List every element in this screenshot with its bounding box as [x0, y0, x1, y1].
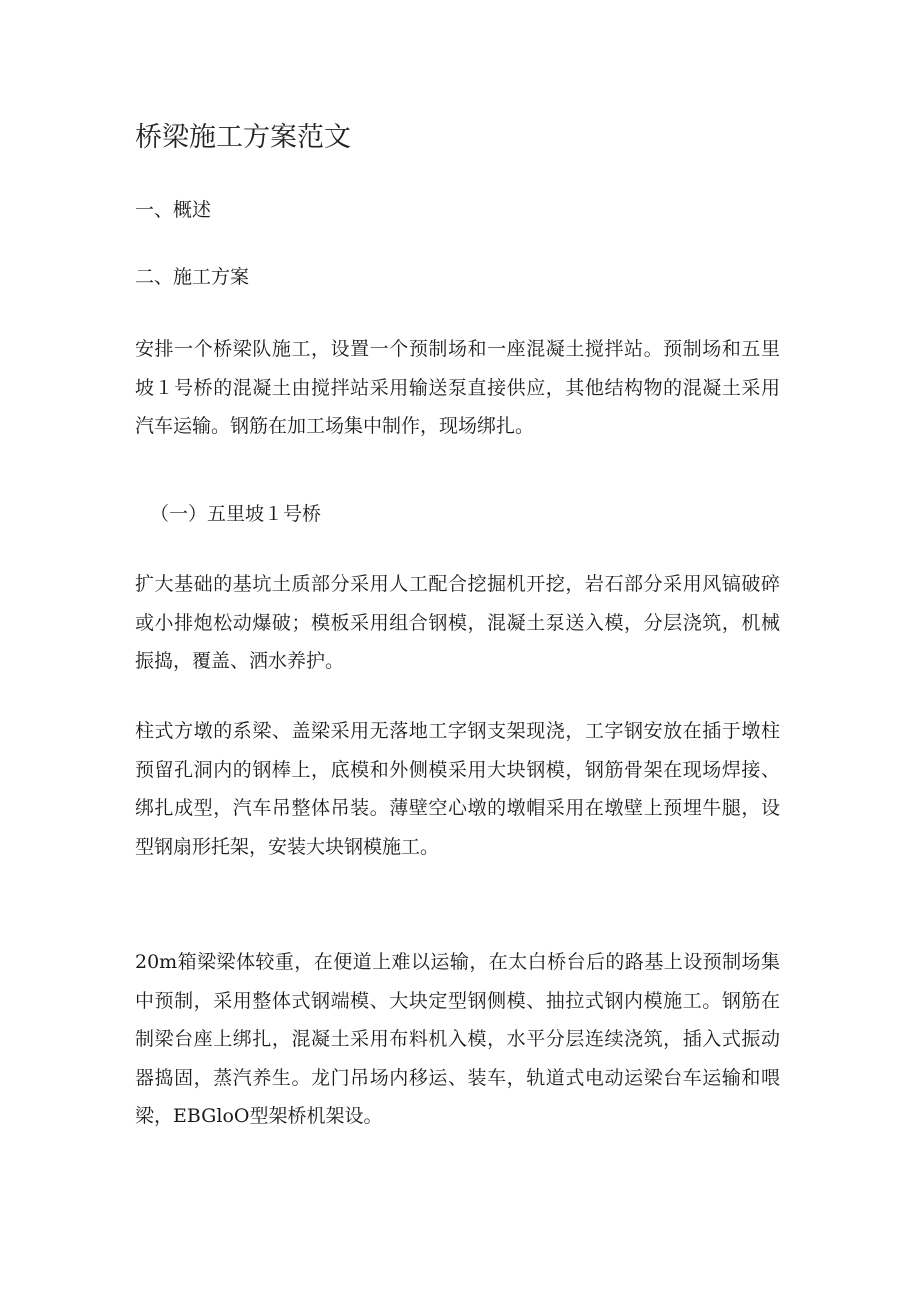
section-heading-overview: 一、概述: [135, 199, 212, 221]
paragraph-foundation: 扩大基础的基坑土质部分采用人工配合挖掘机开挖，岩石部分采用风镐破碎或小排炮松动爆破；模板采用组合钢模，混凝土泵送入模，分层浇筑，机械振捣，覆盖、洒水养护。: [135, 573, 780, 672]
document-title: 桥梁施工方案范文: [135, 122, 351, 153]
paragraph-arrangement: 安排一个桥梁队施工，设置一个预制场和一座混凝土搅拌站。预制场和五里坡１号桥的混凝土由搅拌站采用输送泵直接供应，其他结构物的混凝土采用汽车运输。钢筋在加工场集中制作，现场绑扎。: [135, 338, 780, 437]
paragraph-pier: 柱式方墩的系梁、盖梁采用无落地工字钢支架现浇，工字钢安放在插于墩柱预留孔洞内的钢棒上，底模和外侧模采用大块钢模，钢筋骨架在现场焊接、绑扎成型，汽车吊整体吊装。薄壁空心墩的墩帽采用在墩壁上预埋牛腿，设型钢扇形托架，安装大块钢模施工。: [135, 720, 780, 858]
section-heading-plan: 二、施工方案: [135, 266, 250, 288]
subsection-heading-bridge1: （一）五里坡１号桥: [150, 503, 322, 525]
paragraph-box-girder: 20m箱梁梁体较重，在便道上难以运输，在太白桥台后的路基上设预制场集中预制，采用整体式钢端模、大块定型钢侧模、抽拉式钢内模施工。钢筋在制梁台座上绑扎，混凝土采用布料机入模，水平分层连续浇筑，插入式振动器捣固，蒸汽养生。龙门吊场内移运、装车，轨道式电动运梁台车运输和喂梁，EBGloO型架桥机架设。: [135, 951, 780, 1127]
